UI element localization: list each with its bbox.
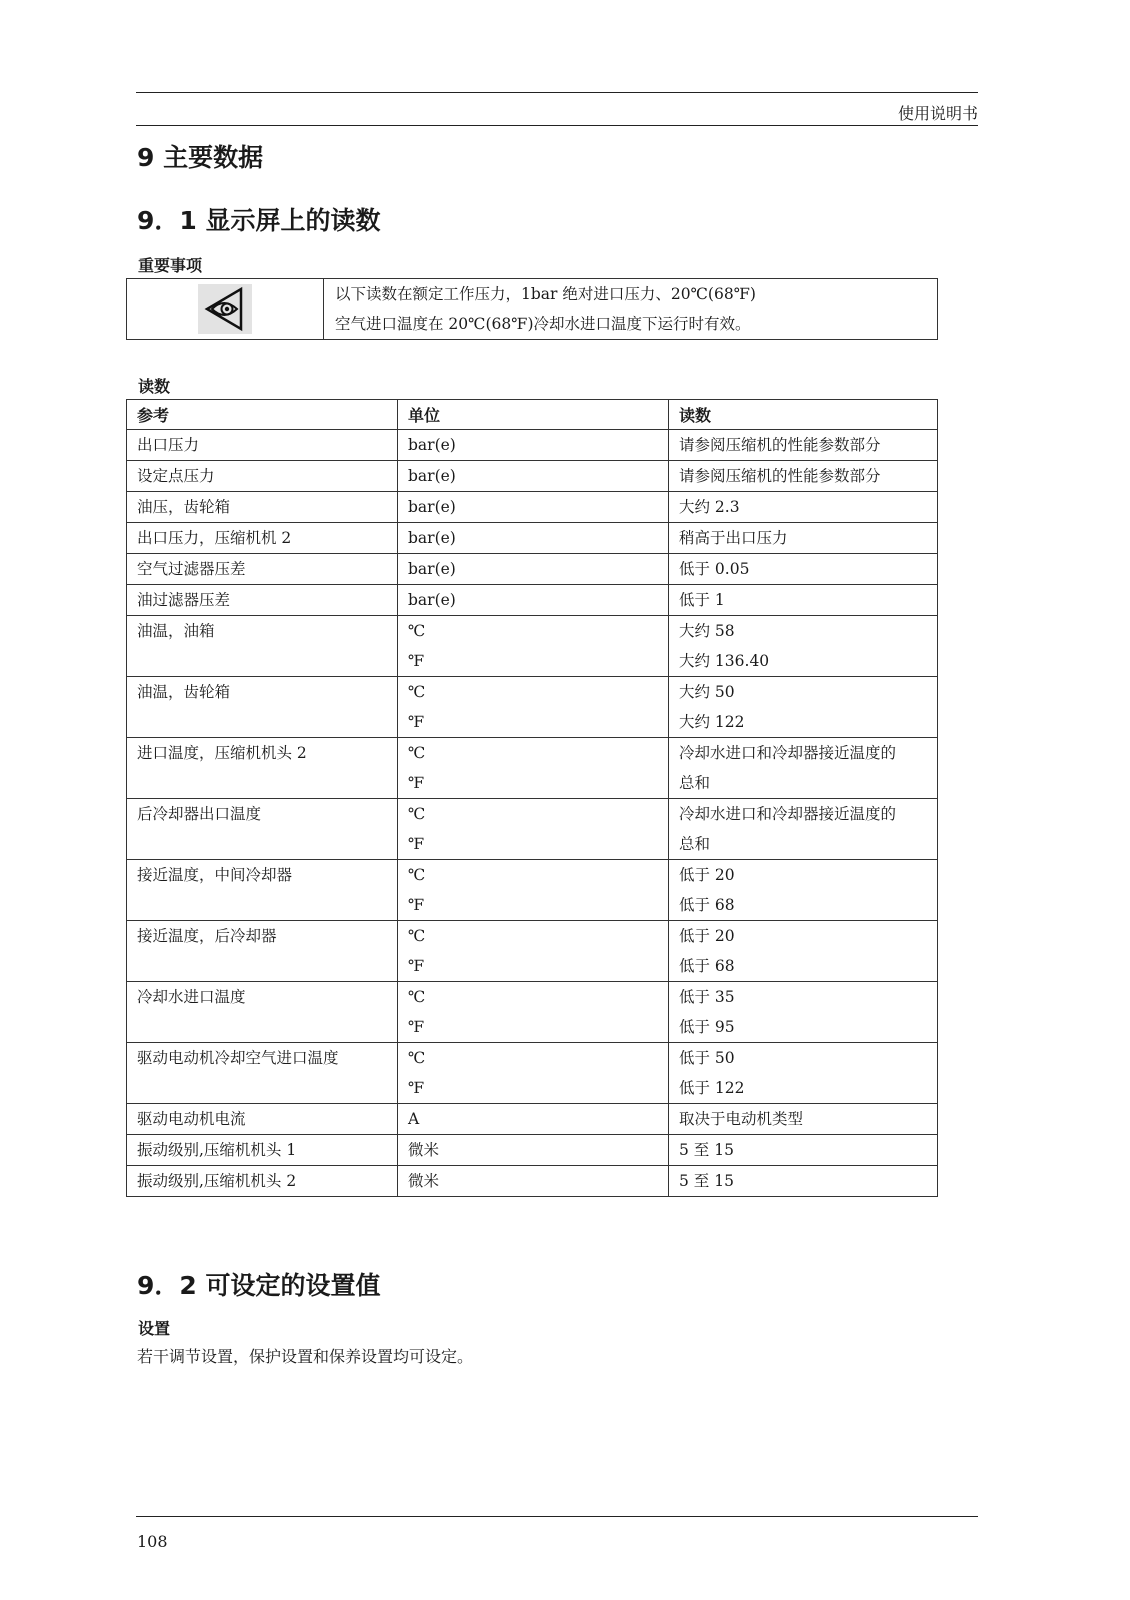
reference-cell: 振动级别,压缩机机头 1 <box>127 1135 398 1166</box>
unit-value: ℃ <box>408 744 426 762</box>
table-row <box>127 492 938 523</box>
table-row <box>127 585 938 616</box>
unit-value: ℉ <box>408 896 425 914</box>
note-line: 以下读数在额定工作压力，1bar 绝对进口压力、20℃(68℉) <box>335 285 756 303</box>
unit-value: bar(e) <box>408 498 456 516</box>
reading-value: 取决于电动机类型 <box>679 1110 804 1128</box>
unit-value: ℃ <box>408 866 426 884</box>
section-title-9-2: 9．2 可设定的设置值 <box>137 1271 381 1300</box>
reading-cell <box>669 1104 938 1135</box>
unit-value: ℉ <box>408 1018 425 1036</box>
reading-value: 低于 68 <box>679 896 735 914</box>
reference-cell: 出口压力，压缩机机 2 <box>127 523 398 554</box>
reading-cell <box>669 921 938 982</box>
unit-cell <box>398 738 669 799</box>
unit-value: A <box>408 1110 420 1128</box>
reading-value: 冷却水进口和冷却器接近温度的 <box>679 744 897 762</box>
unit-value: ℃ <box>408 1049 426 1067</box>
table-row <box>127 860 938 921</box>
reading-value: 5 至 15 <box>679 1172 734 1190</box>
reading-cell <box>669 523 938 554</box>
eye-triangle-icon <box>198 284 252 334</box>
unit-value: bar(e) <box>408 529 456 547</box>
reading-cell <box>669 430 938 461</box>
reading-cell <box>669 585 938 616</box>
unit-value: bar(e) <box>408 436 456 454</box>
settings-label: 设置 <box>138 1319 171 1338</box>
unit-value: ℉ <box>408 957 425 975</box>
unit-cell <box>398 982 669 1043</box>
table-row <box>127 616 938 677</box>
unit-value: ℉ <box>408 1079 425 1097</box>
reading-value: 低于 95 <box>679 1018 735 1036</box>
reading-value: 低于 20 <box>679 866 735 884</box>
reference-cell: 油温，齿轮箱 <box>127 677 398 738</box>
unit-cell <box>398 860 669 921</box>
unit-value: 微米 <box>408 1141 440 1159</box>
reference-cell: 冷却水进口温度 <box>127 982 398 1043</box>
readings-label: 读数 <box>138 377 171 396</box>
header-rule-top <box>136 92 978 93</box>
table-row <box>127 982 938 1043</box>
unit-value: ℉ <box>408 652 425 670</box>
unit-value: bar(e) <box>408 560 456 578</box>
reading-value: 大约 136.40 <box>679 652 770 670</box>
table-row <box>127 677 938 738</box>
settings-paragraph: 若干调节设置，保护设置和保养设置均可设定。 <box>137 1347 474 1366</box>
reading-value: 冷却水进口和冷却器接近温度的 <box>679 805 897 823</box>
reference-cell: 设定点压力 <box>127 461 398 492</box>
reading-value: 稍高于出口压力 <box>679 529 788 547</box>
reading-value: 总和 <box>679 774 711 792</box>
unit-cell <box>398 1166 669 1197</box>
column-header-unit: 单位 <box>398 400 669 430</box>
reading-cell <box>669 616 938 677</box>
reference-cell: 振动级别,压缩机机头 2 <box>127 1166 398 1197</box>
reading-cell <box>669 799 938 860</box>
note-text <box>324 279 938 340</box>
unit-cell <box>398 523 669 554</box>
reference-cell: 油压，齿轮箱 <box>127 492 398 523</box>
unit-value: bar(e) <box>408 467 456 485</box>
note-box <box>126 278 938 340</box>
reading-cell <box>669 982 938 1043</box>
table-row <box>127 799 938 860</box>
unit-cell <box>398 1135 669 1166</box>
unit-value: 微米 <box>408 1172 440 1190</box>
unit-value: ℃ <box>408 805 426 823</box>
reading-value: 低于 35 <box>679 988 735 1006</box>
reference-cell: 接近温度，后冷却器 <box>127 921 398 982</box>
unit-value: ℃ <box>408 622 426 640</box>
unit-cell <box>398 585 669 616</box>
unit-value: ℃ <box>408 683 426 701</box>
reading-value: 低于 0.05 <box>679 560 750 578</box>
reference-cell: 出口压力 <box>127 430 398 461</box>
unit-cell <box>398 799 669 860</box>
reading-cell <box>669 1166 938 1197</box>
unit-cell <box>398 1043 669 1104</box>
readings-table-body <box>127 430 938 1197</box>
reference-cell: 驱动电动机冷却空气进口温度 <box>127 1043 398 1104</box>
table-row <box>127 1043 938 1104</box>
unit-cell <box>398 677 669 738</box>
unit-value: ℉ <box>408 835 425 853</box>
running-title: 使用说明书 <box>897 104 978 123</box>
reading-cell <box>669 738 938 799</box>
unit-cell <box>398 430 669 461</box>
table-header-row <box>127 400 938 430</box>
unit-cell <box>398 461 669 492</box>
reading-cell <box>669 554 938 585</box>
unit-cell <box>398 492 669 523</box>
reading-value: 低于 122 <box>679 1079 745 1097</box>
section-title-9-1: 9．1 显示屏上的读数 <box>137 206 381 235</box>
unit-cell <box>398 921 669 982</box>
chapter-title: 9 主要数据 <box>137 143 264 172</box>
reading-cell <box>669 1043 938 1104</box>
reading-value: 大约 50 <box>679 683 735 701</box>
reading-value: 5 至 15 <box>679 1141 734 1159</box>
unit-value: ℃ <box>408 988 426 1006</box>
column-header-reading: 读数 <box>669 400 938 430</box>
reading-value: 低于 1 <box>679 591 725 609</box>
reference-cell: 进口温度，压缩机机头 2 <box>127 738 398 799</box>
unit-value: bar(e) <box>408 591 456 609</box>
reading-value: 大约 122 <box>679 713 745 731</box>
reading-cell <box>669 677 938 738</box>
reading-value: 低于 20 <box>679 927 735 945</box>
table-row <box>127 1166 938 1197</box>
table-row <box>127 1135 938 1166</box>
reference-cell: 油过滤器压差 <box>127 585 398 616</box>
note-label: 重要事项 <box>138 256 203 275</box>
reading-value: 大约 58 <box>679 622 735 640</box>
unit-cell <box>398 616 669 677</box>
reading-cell <box>669 1135 938 1166</box>
reading-value: 低于 68 <box>679 957 735 975</box>
note-line: 空气进口温度在 20℃(68℉)冷却水进口温度下运行时有效。 <box>335 315 751 333</box>
reference-cell: 空气过滤器压差 <box>127 554 398 585</box>
table-row <box>127 461 938 492</box>
reading-cell <box>669 492 938 523</box>
reading-value: 请参阅压缩机的性能参数部分 <box>679 467 881 485</box>
reference-cell: 驱动电动机电流 <box>127 1104 398 1135</box>
unit-value: ℃ <box>408 927 426 945</box>
reading-value: 总和 <box>679 835 711 853</box>
reference-cell: 接近温度，中间冷却器 <box>127 860 398 921</box>
reading-cell <box>669 860 938 921</box>
page-number: 108 <box>137 1532 168 1551</box>
unit-value: ℉ <box>408 774 425 792</box>
reference-cell: 油温，油箱 <box>127 616 398 677</box>
table-row <box>127 921 938 982</box>
reading-value: 请参阅压缩机的性能参数部分 <box>679 436 881 454</box>
table-row <box>127 554 938 585</box>
readings-table <box>126 399 938 1197</box>
unit-cell <box>398 1104 669 1135</box>
reference-cell: 后冷却器出口温度 <box>127 799 398 860</box>
reading-cell <box>669 461 938 492</box>
table-row <box>127 523 938 554</box>
note-icon-cell <box>127 279 324 340</box>
table-row <box>127 430 938 461</box>
footer-rule <box>136 1516 978 1517</box>
reading-value: 大约 2.3 <box>679 498 740 516</box>
unit-value: ℉ <box>408 713 425 731</box>
column-header-reference: 参考 <box>127 400 398 430</box>
table-row <box>127 1104 938 1135</box>
reading-value: 低于 50 <box>679 1049 735 1067</box>
unit-cell <box>398 554 669 585</box>
header-rule-bottom <box>136 125 978 126</box>
table-row <box>127 738 938 799</box>
